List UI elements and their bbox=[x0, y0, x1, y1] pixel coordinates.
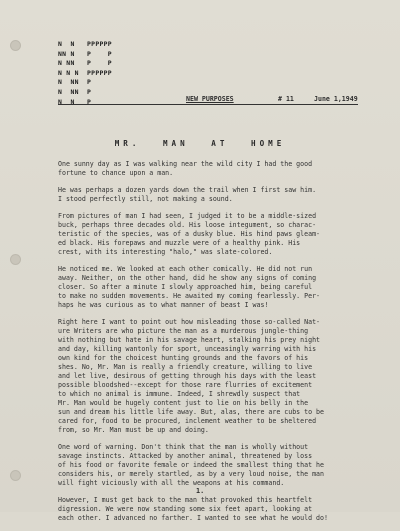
issue-date: June 1,1949 bbox=[314, 95, 358, 103]
issue-header bbox=[58, 94, 358, 105]
text-line: crest, with its interesting "halo," was slate-colored. bbox=[58, 248, 273, 256]
text-line: haps he was curious as to what manner of beast I was! bbox=[58, 301, 269, 309]
article-body bbox=[58, 160, 364, 531]
text-line: buck, perhaps three decades old. His loose integument, so charac- bbox=[58, 221, 317, 229]
text-line: Mr. Man would be hugely content just to lie on his belly in the bbox=[58, 399, 309, 407]
paragraph bbox=[58, 318, 364, 435]
text-line: Right here I want to point out how misleading those so-called Nat- bbox=[58, 318, 321, 326]
text-line: to which no animal is immune. Indeed, I shrewdly suspect that bbox=[58, 390, 301, 398]
text-line: ed black. His forepaws and muzzle were of a healthy pink. His bbox=[58, 239, 301, 247]
masthead-line: N NN P P bbox=[58, 59, 112, 68]
text-line: savage instincts. Attacked by another animal, threatened by loss bbox=[58, 452, 313, 460]
text-line: I stood perfectly still, not making a sound. bbox=[58, 195, 233, 203]
text-line: From pictures of man I had seen, I judged it to be a middle-sized bbox=[58, 212, 317, 220]
text-line: own kind for the choicest hunting grounds and the favors of his bbox=[58, 354, 309, 362]
punch-hole bbox=[10, 470, 21, 481]
masthead-line: N NN P bbox=[58, 78, 92, 87]
masthead-line: NN N P P bbox=[58, 49, 112, 58]
text-line: closer. So after a minute I slowly approached him, being careful bbox=[58, 283, 313, 291]
text-line: shes. No, Mr. Man is really a friendly creature, willing to live bbox=[58, 363, 313, 371]
text-line: each other. I advanced no farther. I wanted to see what he would do! bbox=[58, 514, 328, 522]
text-line: sun and dream his little life away. But, alas, there are cubs to be bbox=[58, 408, 324, 416]
paragraph bbox=[58, 496, 364, 523]
text-line: considers his, or merely startled, as by a very loud noise, the man bbox=[58, 470, 324, 478]
punch-hole bbox=[10, 40, 21, 51]
text-line: with nothing but hate in his savage heart, stalking his prey night bbox=[58, 336, 321, 344]
text-line: and day, killing wantonly for sport, unceasingly warring with his bbox=[58, 345, 317, 353]
text-line: teristic of the species, was of a dusky blue. His hind paws gleam- bbox=[58, 230, 321, 238]
text-line: One sunny day as I was walking near the wild city I had the good bbox=[58, 160, 313, 168]
page-number: 1. bbox=[196, 487, 205, 495]
text-line: ure Writers are who picture the man as a murderous jungle-thing bbox=[58, 327, 309, 335]
punch-hole bbox=[10, 254, 21, 265]
article-title: MR. MAN AT HOME bbox=[114, 139, 286, 148]
text-line: and let live, desirous of getting through his days with the least bbox=[58, 372, 317, 380]
paragraph bbox=[58, 443, 364, 488]
text-line: of his food or favorite female or indeed the smallest thing that he bbox=[58, 461, 324, 469]
paragraph bbox=[58, 265, 364, 310]
paragraph bbox=[58, 212, 364, 257]
text-line: to make no sudden movements. He awaited my coming fearlessly. Per- bbox=[58, 292, 321, 300]
text-line: fortune to chance upon a man. bbox=[58, 169, 174, 177]
paragraph bbox=[58, 186, 364, 204]
text-line: One word of warning. Don't think that the man is wholly without bbox=[58, 443, 309, 451]
text-line: He noticed me. We looked at each other comically. He did not run bbox=[58, 265, 313, 273]
masthead-line: N N P bbox=[58, 97, 92, 106]
masthead-line: N N PPPPPP bbox=[58, 40, 112, 48]
masthead-line: N N N PPPPPP bbox=[58, 68, 112, 77]
publication-name: NEW PURPOSES bbox=[186, 95, 234, 103]
issue-number: # 11 bbox=[278, 95, 294, 103]
text-line: possible bloodshed--except for those rare flurries of excitement bbox=[58, 381, 313, 389]
text-line: digression. We were now standing some six feet apart, looking at bbox=[58, 505, 313, 513]
text-line: He was perhaps a dozen yards down the trail when I first saw him. bbox=[58, 186, 317, 194]
text-line: cared for, food to be procured, inclement weather to be sheltered bbox=[58, 417, 317, 425]
text-line: will fight viciously with all the weapons at his command. bbox=[58, 479, 285, 487]
paragraph bbox=[58, 160, 364, 178]
text-line: from, so Mr. Man must be up and doing. bbox=[58, 426, 209, 434]
masthead-line: N NN P bbox=[58, 87, 92, 96]
text-line: away. Neither, on the other hand, did he show any signs of coming bbox=[58, 274, 317, 282]
text-line: However, I must get back to the man that provoked this heartfelt bbox=[58, 496, 313, 504]
